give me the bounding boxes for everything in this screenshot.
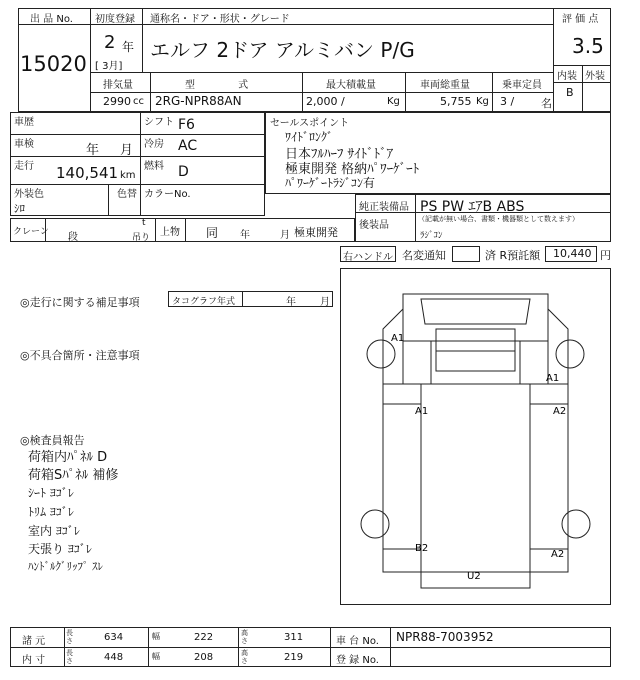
gross-weight: 5,755 (440, 95, 472, 108)
capacity-unit: 名 (541, 97, 552, 110)
car-name: エルフ 2ドア アルミバン P/G (150, 38, 415, 62)
upper-year-unit: 年 (240, 230, 250, 241)
capacity-label: 乗車定員 (502, 80, 542, 91)
inspection-label: 車検 (14, 139, 34, 150)
inspector-line: 荷箱Sﾊﾟﾈﾙ 補修 (28, 468, 119, 483)
lot-no: 15020 (20, 52, 87, 76)
aftermarket-note: （記載が無い場合、書類・機器類として数えます） (418, 215, 579, 223)
width-label: 幅 (152, 632, 160, 641)
inspection-year: 年 (86, 143, 100, 158)
history-label: 車歴 (14, 117, 34, 128)
tachograph-label: タコグラフ年式 (172, 297, 236, 307)
color-no-label: 色替 (117, 189, 137, 200)
sales-point-line: ﾜｲﾄﾞﾛﾝｸﾞ (285, 130, 334, 144)
reg-label: 登 録 No. (336, 655, 379, 666)
upper-maker: 極東開発 (294, 226, 338, 239)
inner-label: 内 寸 (22, 655, 46, 666)
score-label: 評 価 点 (562, 14, 599, 25)
model: 2RG-NPR88AN (155, 94, 242, 108)
sales-point-line: 日本ﾌﾙﾊｰﾌ ｻｲﾄﾞﾄﾞｱ (285, 147, 394, 162)
shift: F6 (178, 117, 195, 133)
first-reg-year-unit: 年 (122, 40, 135, 54)
height-label: 高さ (241, 649, 248, 665)
inspection-month: 月 (120, 143, 134, 158)
lot-no-label: 出 品 No. (30, 14, 73, 25)
vehicle-diagram (340, 268, 611, 605)
interior-grade: B (566, 86, 574, 99)
name-change: 名変通知 (402, 249, 446, 262)
handle: 右ハンドル (343, 252, 393, 263)
inspector-line: 天張り ﾖｺﾞﾚ (28, 542, 92, 556)
inspector-line: 荷箱内ﾊﾟﾈﾙ D (28, 450, 108, 465)
first-reg-year: 2 (104, 32, 116, 53)
max-load: 2,000 / (306, 95, 345, 108)
details-block (10, 112, 265, 216)
truck-outline-diagram (341, 269, 610, 604)
mileage: 140,541 (56, 164, 119, 182)
crane-lift-unit: 吊り (132, 233, 151, 243)
ac-label: 冷房 (144, 139, 164, 150)
first-reg-label: 初度登録 (95, 14, 135, 25)
crane-label: クレーン (13, 227, 49, 237)
displacement: 2990 (103, 95, 131, 108)
yen: 円 (600, 249, 611, 262)
aftermarket: ﾗｼﾞｺﾝ (420, 231, 443, 241)
upper-month-unit: 月 (280, 230, 290, 241)
capacity: 3 / (500, 95, 515, 108)
max-load-label: 最大積載量 (326, 80, 376, 91)
genuine-label: 純正装備品 (359, 202, 409, 213)
width-label: 幅 (152, 652, 160, 661)
name-change-box (452, 246, 480, 262)
inner-width: 208 (194, 652, 214, 663)
supplement-title: ◎走行に関する補足事項 (20, 296, 140, 309)
damage-mark: A2 (553, 406, 567, 417)
color-code-label: カラーNo. (144, 189, 191, 200)
height-label: 高さ (241, 629, 248, 645)
length-label: 長さ (66, 649, 73, 665)
shift-label: シフト (144, 117, 174, 128)
recycle-label: 済 R預託額 (485, 249, 541, 262)
aftermarket-label: 後装品 (359, 220, 389, 231)
damage-mark: A1 (546, 373, 560, 384)
gross-weight-label: 車両総重量 (420, 80, 470, 91)
interior-label: 内装 (557, 71, 577, 82)
inspector-line: ﾄﾘﾑ ﾖｺﾞﾚ (28, 505, 74, 519)
upper-value: 同 (206, 226, 219, 240)
spec-length: 634 (104, 632, 124, 643)
chassis-no: NPR88-7003952 (396, 630, 494, 644)
max-load-unit: Kg (387, 96, 400, 107)
sales-points-label: セールスポイント (270, 118, 350, 129)
inspector-line: 室内 ﾖｺﾞﾚ (28, 524, 80, 538)
mileage-label: 走行 (14, 161, 34, 172)
ac: AC (178, 138, 198, 154)
damage-mark: A1 (391, 333, 405, 344)
length-label: 長さ (66, 629, 73, 645)
model-label: 型 式 (185, 80, 249, 91)
damage-mark: U2 (467, 571, 481, 582)
displacement-unit: cc (133, 96, 144, 107)
tachograph-month-unit: 月 (320, 297, 330, 308)
inspector-line: ﾊﾝﾄﾞﾙｸﾞﾘｯﾌﾟ ｽﾚ (28, 560, 103, 573)
exterior-label: 外装 (585, 71, 605, 82)
genuine: PS PW ｴｱB ABS (420, 199, 525, 215)
exterior-color: ｼﾛ (14, 202, 25, 215)
recycle-amount: 10,440 (553, 247, 592, 260)
sales-point-line: 極東開発 格納ﾊﾟﾜｰｹﾞｰﾄ (285, 162, 420, 177)
gross-weight-unit: Kg (476, 96, 489, 107)
crane-ton-unit: t (142, 218, 146, 228)
exterior-color-label: 外装色 (14, 189, 44, 200)
damage-mark: A2 (551, 549, 565, 560)
tachograph-year-unit: 年 (286, 297, 296, 308)
damage-mark: A1 (415, 406, 429, 417)
spec-height: 311 (284, 632, 304, 643)
car-name-label: 通称名・ドア・形状・グレード (150, 14, 290, 25)
crane-stage-unit: 段 (68, 232, 78, 243)
first-reg-month: [ 3月] (95, 61, 123, 72)
fuel: D (178, 164, 189, 180)
mileage-unit: km (120, 170, 136, 181)
chassis-label: 車 台 No. (336, 636, 379, 647)
displacement-label: 排気量 (103, 80, 133, 91)
inspector-line: ｼｰﾄ ﾖｺﾞﾚ (28, 486, 74, 500)
inner-length: 448 (104, 652, 124, 663)
inspector-title: ◎検査員報告 (20, 434, 85, 447)
score: 3.5 (572, 34, 604, 58)
fuel-label: 燃料 (144, 161, 164, 172)
upper-label: 上物 (160, 227, 180, 238)
defects-title: ◎不具合箇所・注意事項 (20, 349, 140, 362)
sales-point-line: ﾊﾟﾜｰｹﾞｰﾄﾗｼﾞｺﾝ有 (285, 176, 376, 190)
damage-mark: B2 (415, 543, 429, 554)
spec-width: 222 (194, 632, 214, 643)
inner-height: 219 (284, 652, 304, 663)
spec-label: 諸 元 (22, 636, 46, 647)
